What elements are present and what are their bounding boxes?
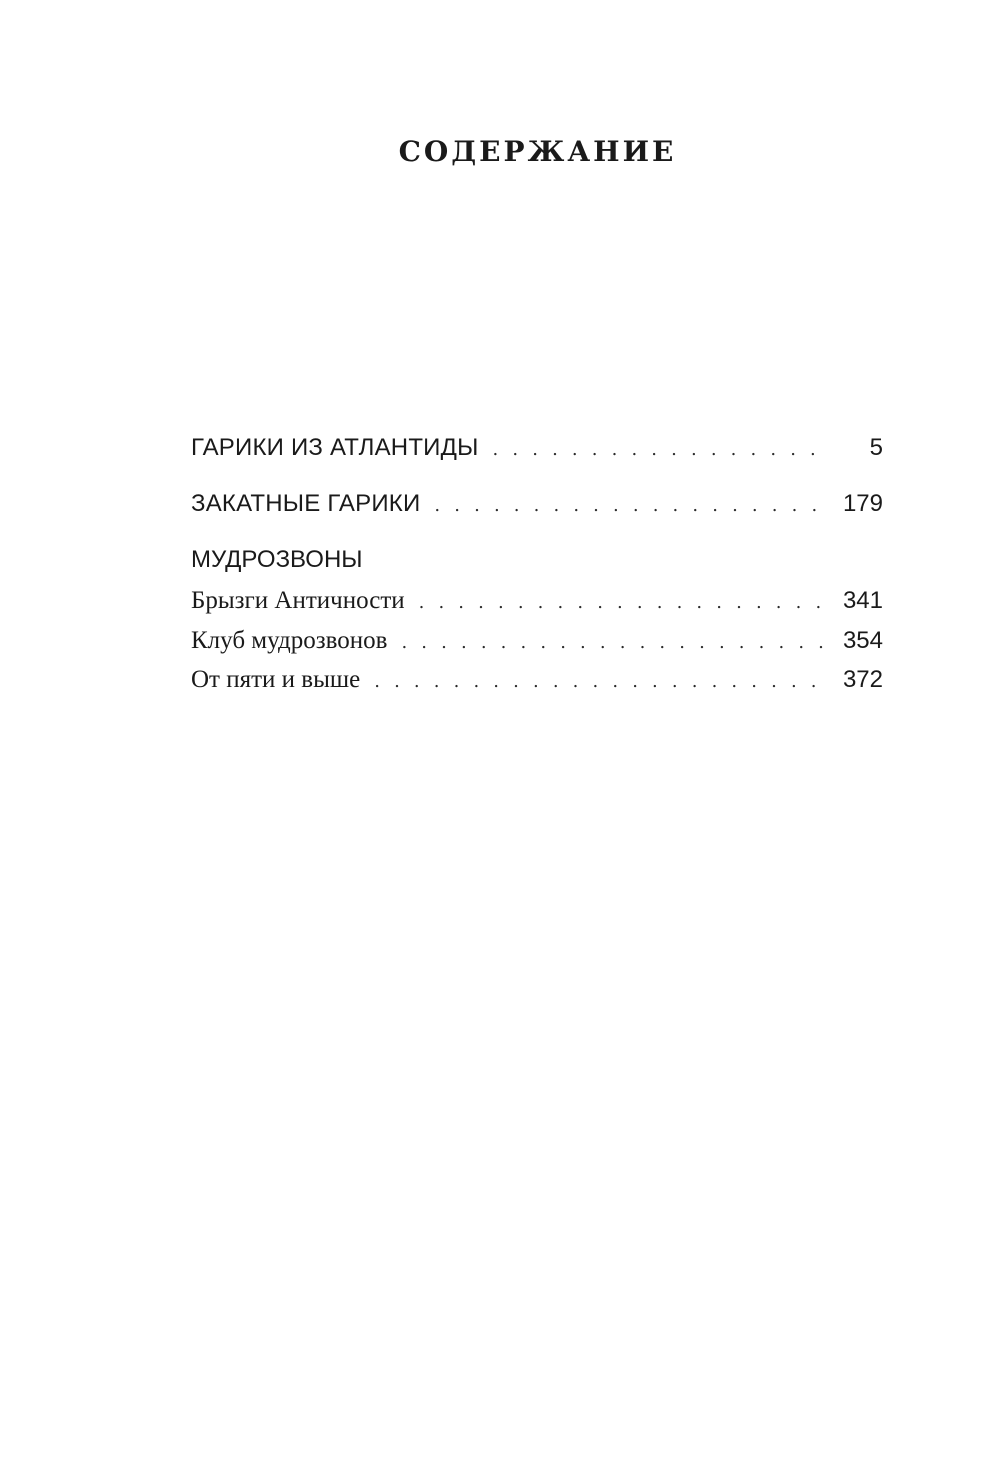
toc-entry-page: 179 [842, 490, 883, 517]
toc-entry[interactable] [191, 488, 883, 520]
dot-leader [401, 627, 825, 659]
dot-leader [419, 587, 825, 619]
toc-entry-page: 5 [869, 434, 883, 461]
toc-subentry-page: 341 [842, 587, 883, 614]
dot-leader [493, 434, 825, 466]
page-title: СОДЕРЖАНИЕ [398, 135, 677, 168]
dot-leader [374, 666, 825, 698]
toc-subentry-label: От пяти и выше [191, 666, 361, 693]
toc-subentry[interactable] [191, 664, 883, 696]
toc-subentry-page: 354 [842, 627, 883, 654]
toc-subentry-label: Клуб мудрозвонов [191, 627, 388, 654]
toc-entry-label: ЗАКАТНЫЕ ГАРИКИ [191, 490, 421, 517]
toc-entry[interactable] [191, 432, 883, 464]
toc-subentry[interactable] [191, 625, 883, 657]
toc-subentry-label: Брызги Античности [191, 587, 405, 614]
toc-subentry-page: 372 [842, 666, 883, 693]
toc-section-heading: МУДРОЗВОНЫ [191, 546, 363, 573]
dot-leader [434, 490, 825, 522]
toc-entry-label: ГАРИКИ ИЗ АТЛАНТИДЫ [191, 434, 479, 461]
toc-subentry[interactable] [191, 585, 883, 617]
